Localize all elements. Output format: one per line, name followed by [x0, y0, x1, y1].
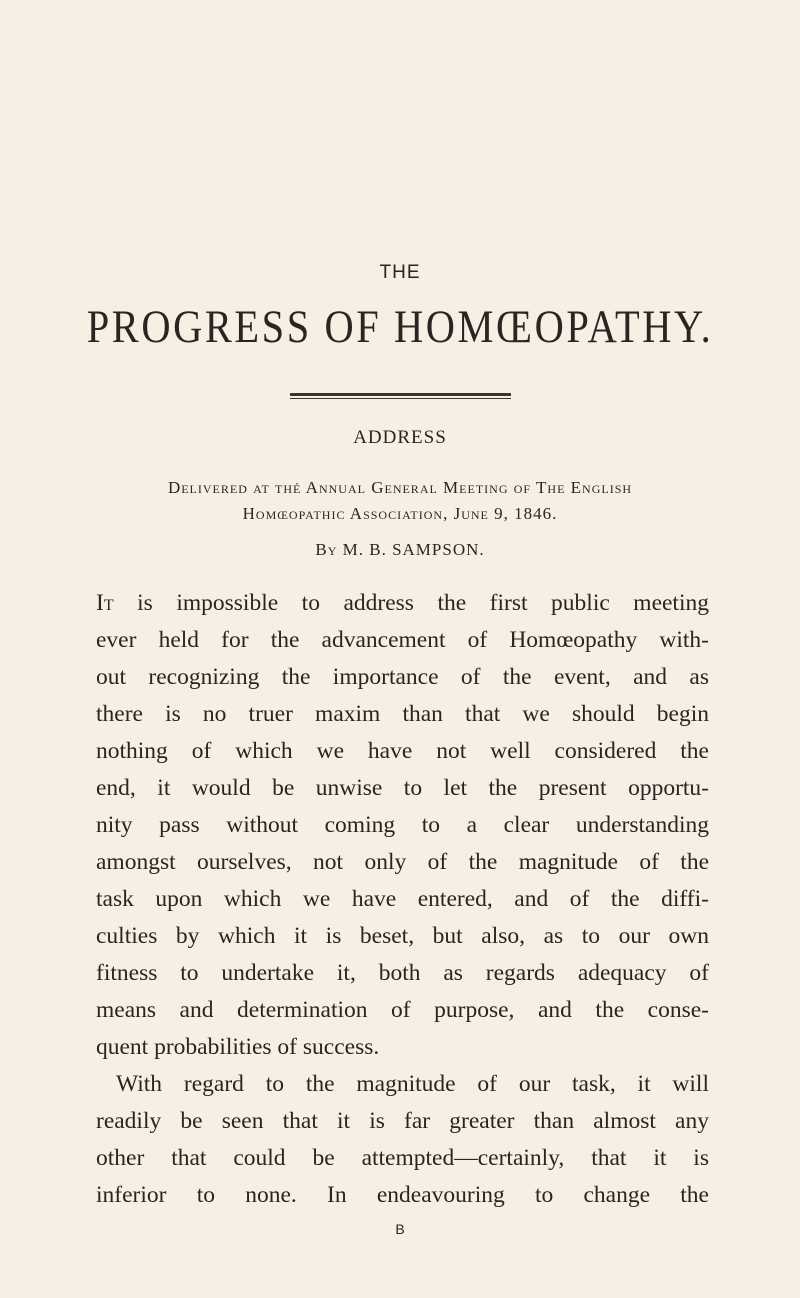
- body-line-text: is impossible to address the first public meeting: [137, 590, 709, 616]
- body-line-16: other that could be attempted—certainly, that it is: [96, 1145, 709, 1171]
- signature-mark: B: [395, 1221, 405, 1237]
- body-line-2: ever held for the advancement of Homœopathy with-: [96, 627, 709, 653]
- body-line-1: [96, 588, 709, 618]
- lead-word: It: [96, 590, 114, 616]
- delivered-line-2: Homœopathic Association, June 9, 1846.: [242, 504, 558, 523]
- body-line-6: end, it would be unwise to let the present opportu-: [96, 775, 709, 801]
- body-line-11: fitness to undertake it, both as regards adequacy of: [96, 960, 709, 986]
- body-line-3: out recognizing the importance of the event, and as: [96, 664, 709, 690]
- body-line-13: quent probabilities of success.: [96, 1034, 380, 1060]
- address-heading: ADDRESS: [353, 427, 447, 448]
- byline-author: M. B. SAMPSON.: [342, 540, 485, 559]
- page-title: PROGRESS OF HOMŒOPATHY.: [86, 301, 714, 353]
- body-line-15: readily be seen that it is far greater than almost any: [96, 1108, 709, 1134]
- body-line-7: nity pass without coming to a clear understanding: [96, 812, 709, 838]
- body-line-8: amongst ourselves, not only of the magnitude of the: [96, 849, 709, 875]
- byline-by: By: [315, 540, 338, 559]
- body-line-5: nothing of which we have not well considered the: [96, 738, 709, 764]
- body-line-17: inferior to none. In endeavouring to change the: [96, 1182, 709, 1208]
- body-line-12: means and determination of purpose, and the conse-: [96, 997, 709, 1023]
- title-rule-thin: [290, 398, 511, 399]
- byline: [0, 540, 800, 560]
- title-prefix: THE: [379, 262, 421, 283]
- title-rule-thick: [290, 393, 511, 396]
- body-line-9: task upon which we have entered, and of the diffi-: [96, 886, 709, 912]
- body-line-14: With regard to the magnitude of our task, it will: [116, 1071, 709, 1097]
- body-line-4: there is no truer maxim than that we should begin: [96, 701, 709, 727]
- body-line-10: culties by which it is beset, but also, as to our own: [96, 923, 709, 949]
- delivered-line-1: Delivered at thé Annual General Meeting of The English: [167, 478, 633, 497]
